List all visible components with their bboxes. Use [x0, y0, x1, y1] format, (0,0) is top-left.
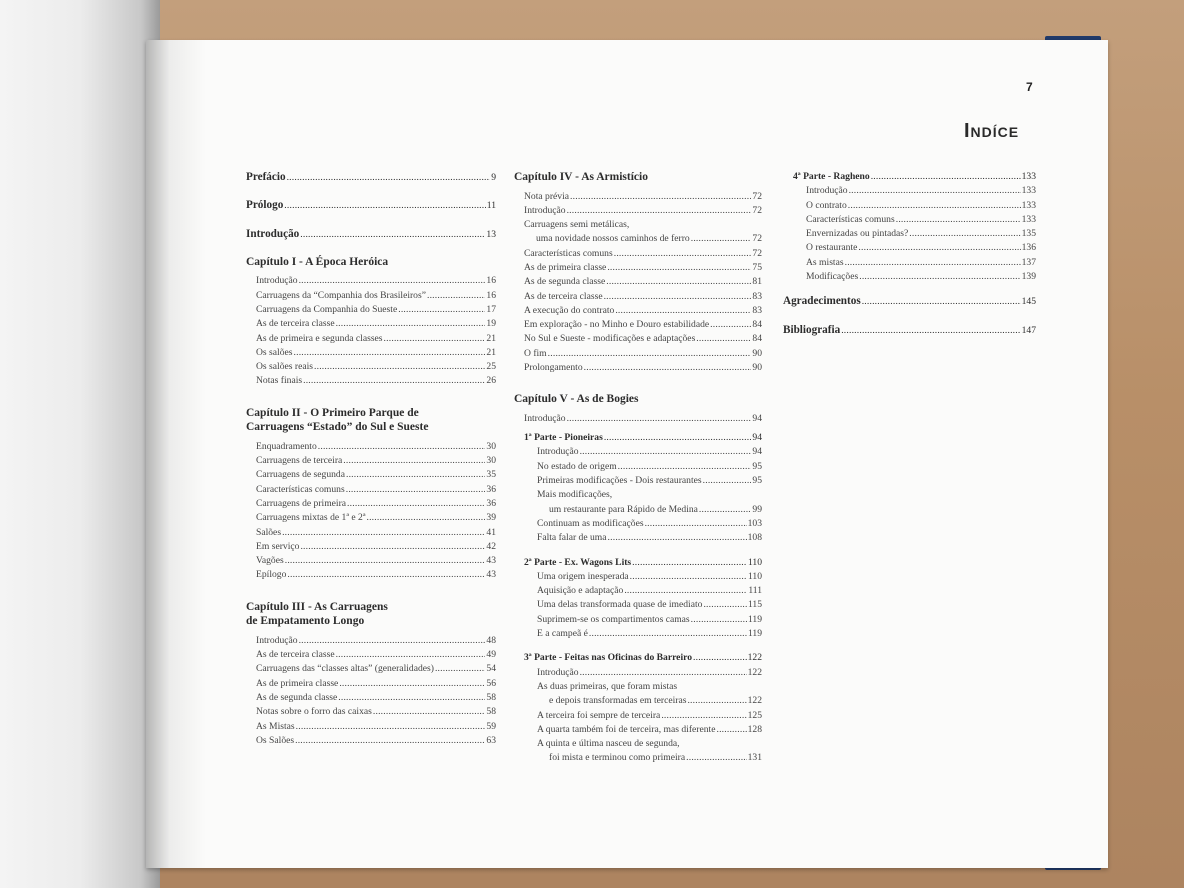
toc-entry: Introdução ..... 94 — [537, 445, 762, 459]
toc-entry: A quarta também foi de terceira, mas diferente ..... 128 — [537, 723, 762, 737]
chapter-1-entries — [246, 274, 496, 388]
toc-entry: Continuam as modificações ..... 103 — [537, 517, 762, 531]
chapter-1-title: Capítulo I - A Época Heróica — [246, 255, 389, 268]
toc-entry: Características comuns ..... 133 — [806, 213, 1036, 227]
toc-entry: Carruagens de segunda ..... 35 — [256, 468, 496, 482]
toc-entry: Aquisição e adaptação ..... 111 — [537, 584, 762, 598]
toc-entry-line: A quinta e última nasceu de segunda, — [537, 738, 680, 750]
toc-column-3 — [783, 170, 1036, 338]
toc-entry: Uma delas transformada quase de imediato ..... 115 — [537, 598, 762, 612]
toc-entry: Carruagens de terceira ..... 30 — [256, 454, 496, 468]
toc-entry: Em exploração - no Minho e Douro estabilidade ..... 84 — [524, 318, 762, 332]
page-gutter-shadow — [146, 40, 206, 868]
toc-entry: Notas finais ..... 26 — [256, 374, 496, 388]
chapter-3-entries — [246, 634, 496, 748]
toc-entry-line: Mais modificações, — [537, 489, 613, 501]
toc-entry: Os salões reais ..... 25 — [256, 360, 496, 374]
toc-entry-agradecimentos: Agradecimentos ..... 145 — [783, 294, 1036, 309]
part-4-title: 4ª Parte - Ragheno ..... 133 — [793, 170, 1036, 184]
toc-entry: foi mista e terminou como primeira ..... 131 — [537, 751, 762, 765]
toc-entry: No estado de origem ..... 95 — [537, 460, 762, 474]
toc-entry: As de terceira classe ..... 19 — [256, 317, 496, 331]
toc-entry: O fim ..... 90 — [524, 347, 762, 361]
toc-entry-line: As duas primeiras, que foram mistas — [537, 680, 678, 692]
toc-entry: As de primeira classe ..... 56 — [256, 677, 496, 691]
toc-entry-line: Carruagens semi metálicas, — [524, 219, 630, 231]
toc-entry: Epílogo ..... 43 — [256, 568, 496, 582]
toc-entry: Carruagens de primeira ..... 36 — [256, 497, 496, 511]
toc-entry: Suprimem-se os compartimentos camas ..... 119 — [537, 613, 762, 627]
toc-entry: Salões ..... 41 — [256, 526, 496, 540]
toc-entry: Uma origem inesperada ..... 110 — [537, 570, 762, 584]
toc-entry: Primeiras modificações - Dois restaurantes ..... 95 — [537, 474, 762, 488]
toc-entry: Carruagens da “Companhia dos Brasileiros” ..... 16 — [256, 289, 496, 303]
toc-entry: As de primeira e segunda classes ..... 21 — [256, 332, 496, 346]
toc-entry: As Mistas ..... 59 — [256, 720, 496, 734]
toc-entry: Em serviço ..... 42 — [256, 540, 496, 554]
toc-entry: Os Salões ..... 63 — [256, 734, 496, 748]
toc-entry: Características comuns ..... 72 — [524, 247, 762, 261]
part-3-title: 3ª Parte - Feitas nas Oficinas do Barreiro ..... 122 — [524, 651, 762, 665]
toc-entry: um restaurante para Rápido de Medina ..... 99 — [537, 503, 762, 517]
page-title: Indíce — [964, 120, 1020, 142]
toc-entry: Introdução ..... 48 — [256, 634, 496, 648]
chapter-2-title: Capítulo II - O Primeiro Parque de Carruagens “Estado” do Sul e Sueste — [246, 406, 429, 434]
toc-entry: uma novidade nossos caminhos de ferro ..... 72 — [524, 232, 762, 246]
toc-column-2 — [514, 170, 762, 766]
toc-entry: Vagões ..... 43 — [256, 554, 496, 568]
toc-entry-introducao: Introdução ..... 13 — [246, 227, 496, 242]
chapter-2-entries — [246, 440, 496, 583]
book-page — [146, 40, 1108, 868]
chapter-3-title: Capítulo III - As Carruagens de Empatamento Longo — [246, 600, 388, 628]
toc-entry: Nota prévia ..... 72 — [524, 190, 762, 204]
chapter-5-entries — [514, 412, 762, 766]
toc-entry: No Sul e Sueste - modificações e adaptações ..... 84 — [524, 332, 762, 346]
toc-entry: e depois transformadas em terceiras ..... 122 — [537, 694, 762, 708]
page-number: 7 — [1026, 80, 1033, 94]
toc-entry: As de terceira classe ..... 83 — [524, 290, 762, 304]
chapter-4-title: Capítulo IV - As Armistício — [514, 171, 648, 183]
left-page — [0, 0, 160, 888]
toc-entry: Falta falar de uma ..... 108 — [537, 531, 762, 545]
toc-entry: E a campeã é ..... 119 — [537, 627, 762, 641]
chapter-5-title: Capítulo V - As de Bogies — [514, 393, 639, 406]
toc-entry: A execução do contrato ..... 83 — [524, 304, 762, 318]
toc-entry: Carruagens das “classes altas” (generalidades) ..... 54 — [256, 662, 496, 676]
toc-entry: As de primeira classe ..... 75 — [524, 261, 762, 275]
toc-entry: O restaurante ..... 136 — [806, 241, 1036, 255]
toc-entry-bibliografia: Bibliografia ..... 147 — [783, 323, 1036, 338]
part-1-title: 1ª Parte - Pioneiras ..... 94 — [524, 431, 762, 445]
toc-entry: Introdução ..... 72 — [524, 204, 762, 218]
part-2-title: 2ª Parte - Ex. Wagons Lits ..... 110 — [524, 556, 762, 570]
toc-entry-prologo: Prólogo ..... 11 — [246, 198, 496, 213]
toc-entry: As de segunda classe ..... 81 — [524, 275, 762, 289]
toc-entry: Características comuns ..... 36 — [256, 483, 496, 497]
toc-entry: Carruagens mixtas de 1ª e 2ª ..... 39 — [256, 511, 496, 525]
toc-entry: Prolongamento ..... 90 — [524, 361, 762, 375]
toc-entry: Carruagens da Companhia do Sueste ..... 17 — [256, 303, 496, 317]
toc-entry: Introdução ..... 133 — [806, 184, 1036, 198]
toc-entry: Modificações ..... 139 — [806, 270, 1036, 284]
toc-entry: Introdução ..... 122 — [537, 666, 762, 680]
toc-entry: Enquadramento ..... 30 — [256, 440, 496, 454]
chapter-4-entries — [514, 190, 762, 376]
toc-entry: A terceira foi sempre de terceira ..... 125 — [537, 709, 762, 723]
toc-column-1 — [246, 170, 496, 748]
toc-entry: Introdução ..... 16 — [256, 274, 496, 288]
toc-entry: O contrato ..... 133 — [806, 199, 1036, 213]
toc-entry: As de segunda classe ..... 58 — [256, 691, 496, 705]
toc-entry: Introdução ..... 94 — [524, 412, 762, 426]
toc-entry: As de terceira classe ..... 49 — [256, 648, 496, 662]
toc-entry-prefacio: Prefácio ..... 9 — [246, 170, 496, 185]
toc-entry: Notas sobre o forro das caixas ..... 58 — [256, 705, 496, 719]
toc-entry: Os salões ..... 21 — [256, 346, 496, 360]
toc-entry: As mistas ..... 137 — [806, 256, 1036, 270]
toc-entry: Envernizadas ou pintadas? ..... 135 — [806, 227, 1036, 241]
